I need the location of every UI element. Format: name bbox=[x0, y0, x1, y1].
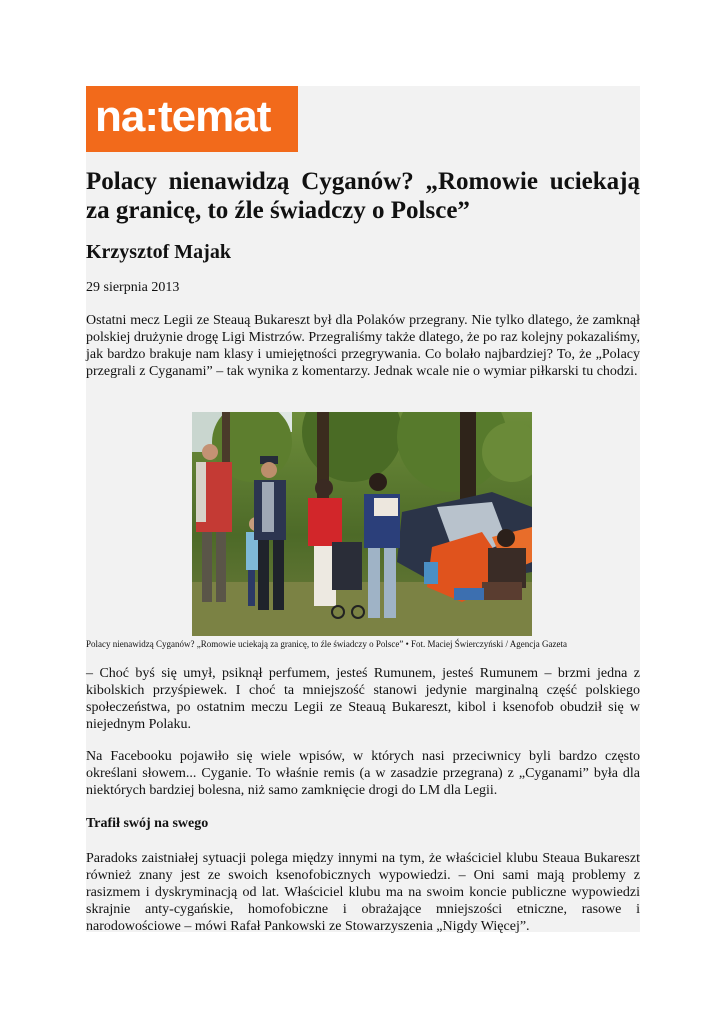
natemat-logo[interactable] bbox=[86, 86, 298, 152]
article-title: Polacy nienawidzą Cyganów? „Romowie uciekają za granicę, to źle świadczy o Polsce” bbox=[86, 168, 640, 224]
document-page bbox=[86, 86, 640, 932]
article-photo bbox=[192, 412, 532, 636]
article-paragraph: – Choć byś się umył, psiknął perfumem, jesteś Rumunem, jesteś Rumunem – brzmi jedna z kibolskich przyśpiewek. I choć ta mniejszość stanowi jedynie marginalną część polskiego społeczeństwa, po ostatnim meczu Legii ze Steauą Bukareszt, kibol i ksenofob obudził się w niejednym Polaku. bbox=[86, 666, 640, 732]
article-lead: Ostatni mecz Legii ze Steauą Bukareszt był dla Polaków przegrany. Nie tylko dlatego, że zamknął polskiej drużynie drogę Ligi Mistrzów. Przegraliśmy także dlatego, że po raz kolejny pokazaliśmy, jak bardzo brakuje nam klasy i umiejętności przegrywania. Co bolało najbardziej? To, że „Polacy przegrali z Cyganami” – tak wynika z komentarzy. Jednak wcale nie o wymiar piłkarski tu chodzi. bbox=[86, 313, 640, 379]
article-paragraph: Paradoks zaistniałej sytuacji polega między innymi na tym, że właściciel klubu Steaua Bukareszt również znany jest ze swoich ksenofobicznych wypowiedzi. – Oni sami mają problemy z rasizmem i dyskryminacją od lat. Właściciel klubu ma na swoim koncie publiczne wypowiedzi skrajnie anty-cygańskie, homofobiczne i obrażające mniejszości etniczne, rasowe i narodowościowe – mówi Rafał Pankowski ze Stowarzyszenia „Nigdy Więcej”. bbox=[86, 851, 640, 934]
logo-text: na:temat bbox=[95, 92, 271, 141]
photo-illustration bbox=[192, 412, 532, 636]
article-date: 29 sierpnia 2013 bbox=[86, 280, 180, 295]
article-author[interactable]: Krzysztof Majak bbox=[86, 241, 231, 263]
article-paragraph: Na Facebooku pojawiło się wiele wpisów, w których nasi przeciwnicy byli bardzo często określani słowem... Cyganie. To właśnie remis (a w zasadzie przegrana) z „Cyganami” była dla niektórych bardziej bolesna, niż samo zamknięcie drogi do LM dla Legii. bbox=[86, 749, 640, 798]
section-subheading: Trafił swój na swego bbox=[86, 816, 209, 831]
photo-caption: Polacy nienawidzą Cyganów? „Romowie uciekają za granicę, to źle świadczy o Polsce” • Fot. Maciej Świerczyński / Agencja Gazeta bbox=[86, 639, 567, 649]
